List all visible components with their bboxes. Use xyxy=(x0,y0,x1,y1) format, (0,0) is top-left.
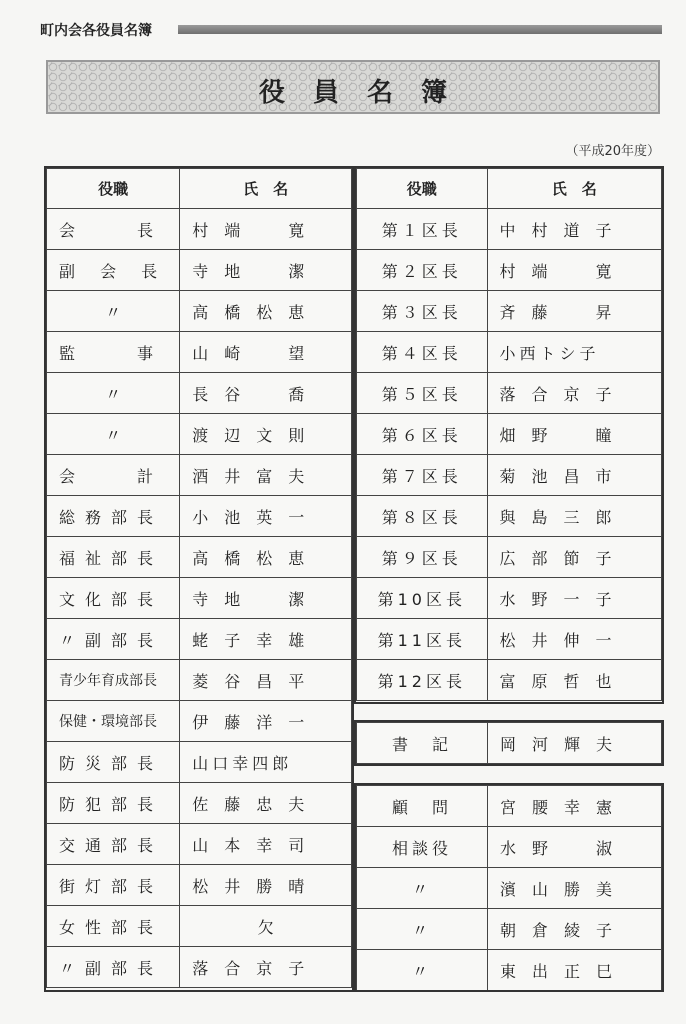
role-cell: 第12区長 xyxy=(357,660,488,701)
role-cell: 〃 xyxy=(47,414,180,455)
role-cell: 監 事 xyxy=(47,332,180,373)
table-row xyxy=(357,578,662,619)
name-cell: 菱谷昌平 xyxy=(180,660,352,701)
name-cell: 水野 淑 xyxy=(488,827,662,868)
role-cell: 防災部長 xyxy=(47,742,180,783)
table-row xyxy=(47,496,352,537)
table-row xyxy=(47,824,352,865)
header-rule xyxy=(178,25,662,34)
table-row xyxy=(47,660,352,701)
table-row xyxy=(357,827,662,868)
table-row xyxy=(357,332,662,373)
role-cell: 第１区長 xyxy=(357,209,488,250)
table-row xyxy=(357,868,662,909)
role-cell: 〃 xyxy=(47,373,180,414)
name-cell: 広部節子 xyxy=(487,537,661,578)
name-cell: 濱山勝美 xyxy=(488,868,662,909)
role-cell: 福祉部長 xyxy=(47,537,180,578)
name-cell: 山本幸司 xyxy=(180,824,352,865)
role-cell: 第２区長 xyxy=(357,250,488,291)
table-row xyxy=(47,373,352,414)
name-cell: 長谷 喬 xyxy=(180,373,352,414)
name-cell: 落合京子 xyxy=(487,373,661,414)
fiscal-year-label: （平成20年度） xyxy=(565,144,660,159)
name-cell: 岡河輝夫 xyxy=(488,723,662,764)
table-row xyxy=(47,783,352,824)
table-row xyxy=(47,455,352,496)
name-cell: 松井勝晴 xyxy=(180,865,352,906)
district-heads-table xyxy=(356,168,662,701)
table-row xyxy=(47,578,352,619)
name-cell: 東出正巳 xyxy=(488,950,662,991)
name-cell: 伊藤洋一 xyxy=(180,701,352,742)
name-cell: 松井伸一 xyxy=(487,619,661,660)
role-cell: 〃副部長 xyxy=(47,619,180,660)
name-cell: 酒井富夫 xyxy=(180,455,352,496)
table-row xyxy=(357,209,662,250)
table-header-row xyxy=(357,169,662,209)
role-cell: 第10区長 xyxy=(357,578,488,619)
role-cell: 第７区長 xyxy=(357,455,488,496)
name-cell: 蛯子幸雄 xyxy=(180,619,352,660)
name-cell: 佐藤忠夫 xyxy=(180,783,352,824)
clerk-table xyxy=(356,722,662,764)
role-cell: 総務部長 xyxy=(47,496,180,537)
role-cell: 相談役 xyxy=(357,827,488,868)
officers-table xyxy=(46,168,352,988)
name-cell: 寺地 潔 xyxy=(180,250,352,291)
role-cell: 〃 xyxy=(357,868,488,909)
role-cell: 書 記 xyxy=(357,723,488,764)
role-cell: 〃 xyxy=(357,950,488,991)
name-cell: 富原哲也 xyxy=(487,660,661,701)
name-cell: 中村道子 xyxy=(487,209,661,250)
column-header-name: 氏 名 xyxy=(487,169,661,209)
name-cell: 與島三郎 xyxy=(487,496,661,537)
role-cell: 〃 xyxy=(357,909,488,950)
role-cell: 第６区長 xyxy=(357,414,488,455)
role-cell: 女性部長 xyxy=(47,906,180,947)
column-header-role: 役職 xyxy=(357,169,488,209)
role-cell: 第３区長 xyxy=(357,291,488,332)
role-cell: 顧 問 xyxy=(357,786,488,827)
advisors-table xyxy=(356,785,662,991)
page-title: 役員名簿 xyxy=(258,78,475,108)
role-cell: 文化部長 xyxy=(47,578,180,619)
name-cell: 欠 xyxy=(180,906,352,947)
table-row xyxy=(357,786,662,827)
name-cell: 宮腰幸憲 xyxy=(488,786,662,827)
name-cell: 高橋松恵 xyxy=(180,537,352,578)
table-row xyxy=(357,414,662,455)
table-row xyxy=(357,950,662,991)
column-header-name: 氏 名 xyxy=(180,169,352,209)
table-row xyxy=(357,250,662,291)
column-header-role: 役職 xyxy=(47,169,180,209)
table-row xyxy=(47,250,352,291)
role-cell: 第11区長 xyxy=(357,619,488,660)
table-row xyxy=(47,537,352,578)
name-cell: 畑野 瞳 xyxy=(487,414,661,455)
advisors-table-body xyxy=(357,786,662,991)
role-cell: 青少年育成部長 xyxy=(47,660,180,701)
name-cell: 小西トシ子 xyxy=(487,332,661,373)
header-label: 町内会各役員名簿 xyxy=(40,23,152,39)
officers-table-body xyxy=(47,209,352,988)
name-cell: 山崎 望 xyxy=(180,332,352,373)
role-cell: 会 長 xyxy=(47,209,180,250)
role-cell: 交通部長 xyxy=(47,824,180,865)
table-row xyxy=(47,619,352,660)
table-row xyxy=(357,455,662,496)
role-cell: 〃副部長 xyxy=(47,947,180,988)
name-cell: 渡辺文則 xyxy=(180,414,352,455)
table-row xyxy=(47,332,352,373)
name-cell: 朝倉綾子 xyxy=(488,909,662,950)
table-row xyxy=(47,209,352,250)
table-row xyxy=(47,742,352,783)
table-header-row xyxy=(47,169,352,209)
table-row xyxy=(47,947,352,988)
role-cell: 会 計 xyxy=(47,455,180,496)
role-cell: 第５区長 xyxy=(357,373,488,414)
table-row xyxy=(357,619,662,660)
table-row xyxy=(47,291,352,332)
role-cell: 街灯部長 xyxy=(47,865,180,906)
role-cell: 保健・環境部長 xyxy=(47,701,180,742)
table-row xyxy=(357,660,662,701)
name-cell: 小池英一 xyxy=(180,496,352,537)
name-cell: 村端 寛 xyxy=(487,250,661,291)
table-row xyxy=(357,723,662,764)
table-row xyxy=(47,701,352,742)
name-cell: 落合京子 xyxy=(180,947,352,988)
table-row xyxy=(357,373,662,414)
role-cell: 第９区長 xyxy=(357,537,488,578)
table-row xyxy=(47,906,352,947)
clerk-table-body xyxy=(357,723,662,764)
table-row xyxy=(47,865,352,906)
table-row xyxy=(357,496,662,537)
name-cell: 高橋松恵 xyxy=(180,291,352,332)
role-cell: 〃 xyxy=(47,291,180,332)
name-cell: 寺地 潔 xyxy=(180,578,352,619)
name-cell: 斉藤 昇 xyxy=(487,291,661,332)
name-cell: 村端 寛 xyxy=(180,209,352,250)
name-cell: 水野一子 xyxy=(487,578,661,619)
role-cell: 第８区長 xyxy=(357,496,488,537)
header-bar xyxy=(40,22,662,40)
role-cell: 防犯部長 xyxy=(47,783,180,824)
table-row xyxy=(357,537,662,578)
table-row xyxy=(47,414,352,455)
name-cell: 山口幸四郎 xyxy=(180,742,352,783)
district-heads-table-body xyxy=(357,209,662,701)
title-banner xyxy=(46,60,660,114)
role-cell: 第４区長 xyxy=(357,332,488,373)
table-row xyxy=(357,291,662,332)
role-cell: 副 会 長 xyxy=(47,250,180,291)
table-row xyxy=(357,909,662,950)
name-cell: 菊池昌市 xyxy=(487,455,661,496)
